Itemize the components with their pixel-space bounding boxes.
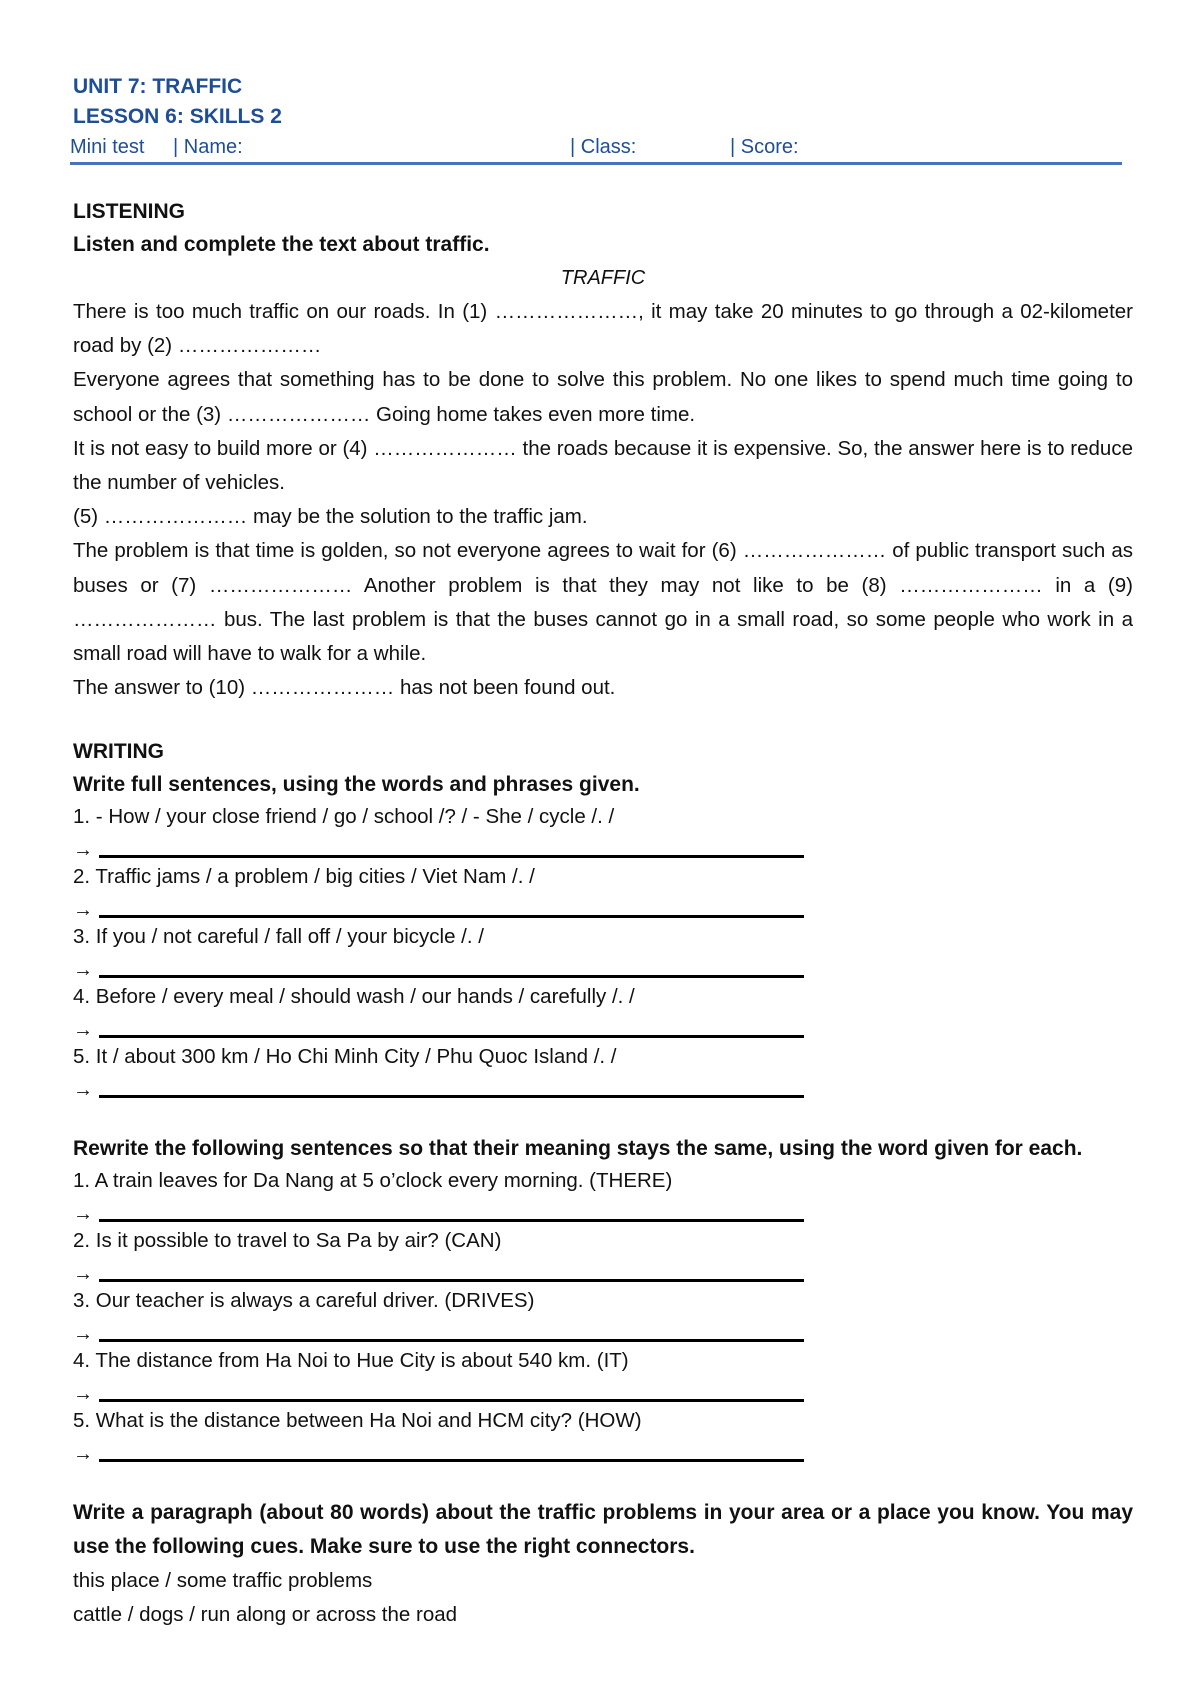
arrow-icon: → <box>73 839 93 862</box>
answer-line[interactable] <box>73 892 1133 922</box>
question-item: 4. The distance from Ha Noi to Hue City is about 540 km. (IT) <box>73 1349 629 1373</box>
name-label: | Name: <box>173 136 243 158</box>
class-label: | Class: <box>570 136 637 158</box>
answer-line[interactable] <box>73 1256 1133 1286</box>
arrow-icon: → <box>73 1079 93 1102</box>
worksheet-page <box>70 72 1133 1632</box>
question-item: 3. If you / not careful / fall off / your bicycle /. / <box>73 925 484 949</box>
question-item: 1. - How / your close friend / go / school /? / - She / cycle /. / <box>73 805 615 829</box>
answer-underline <box>99 1019 804 1038</box>
listening-instruction: Listen and complete the text about traffic. <box>73 233 490 256</box>
answer-underline <box>99 1323 804 1342</box>
arrow-icon: → <box>73 959 93 982</box>
mini-test-label: Mini test <box>70 136 145 158</box>
paragraph: The problem is that time is golden, so not everyone agrees to wait for (6) ………………… of public transport such as buses or (7) ………………… Another problem is that they may not like to be (8) ………………… in a (9) ………………… bus. The last problem is that the buses cannot go in a small road, so some people who work in a small road will have to walk for a while. <box>73 539 1133 666</box>
listening-heading: LISTENING <box>73 200 186 223</box>
arrow-icon: → <box>73 1323 93 1346</box>
answer-line[interactable] <box>73 1376 1133 1406</box>
paragraph: It is not easy to build more or (4) ………………… the roads because it is expensive. So, the answer here is to reduce the number of vehicles. <box>73 436 1133 495</box>
answer-line[interactable] <box>73 1316 1133 1346</box>
answer-underline <box>99 1383 804 1402</box>
question-item: 1. A train leaves for Da Nang at 5 o’clock every morning. (THERE) <box>73 1169 673 1193</box>
question-item: 3. Our teacher is always a careful driver. (DRIVES) <box>73 1289 535 1313</box>
cue-item: cattle / dogs / run along or across the road <box>73 1603 458 1627</box>
answer-underline <box>99 899 804 918</box>
answer-line[interactable] <box>73 1196 1133 1226</box>
answer-underline <box>99 1079 804 1098</box>
paragraph: Everyone agrees that something has to be done to solve this problem. No one likes to spend much time going to school or the (3) ………………… Going home takes even more time. <box>73 368 1133 426</box>
arrow-icon: → <box>73 1203 93 1226</box>
question-item: 5. It / about 300 km / Ho Chi Minh City / Phu Quoc Island /. / <box>73 1045 617 1069</box>
answer-underline <box>99 1443 804 1462</box>
answer-line[interactable] <box>73 1072 1133 1102</box>
text-title: TRAFFIC <box>560 267 646 289</box>
cue-item: this place / some traffic problems <box>73 1569 373 1593</box>
student-info-row <box>70 132 1122 165</box>
answer-underline <box>99 1263 804 1282</box>
arrow-icon: → <box>73 899 93 922</box>
score-label: | Score: <box>730 136 799 158</box>
answer-underline <box>99 839 804 858</box>
answer-underline <box>99 959 804 978</box>
unit-title: UNIT 7: TRAFFIC <box>73 75 243 98</box>
arrow-icon: → <box>73 1443 93 1466</box>
writing-heading: WRITING <box>73 740 164 764</box>
question-item: 5. What is the distance between Ha Noi and HCM city? (HOW) <box>73 1409 642 1433</box>
answer-line[interactable] <box>73 1012 1133 1042</box>
arrow-icon: → <box>73 1019 93 1042</box>
paragraph: There is too much traffic on our roads. In (1) …………………, it may take 20 minutes to go through a 02-kilometer road by (2) ………………… <box>73 300 1133 358</box>
writing-instruction-3: Write a paragraph (about 80 words) about the traffic problems in your area or a place you know. You may use the following cues. Make sure to use the right connectors. <box>73 1501 1133 1559</box>
question-item: 2. Is it possible to travel to Sa Pa by air? (CAN) <box>73 1229 502 1253</box>
lesson-title: LESSON 6: SKILLS 2 <box>73 105 282 128</box>
question-item: 2. Traffic jams / a problem / big cities / Viet Nam /. / <box>73 865 535 889</box>
writing-instruction-1: Write full sentences, using the words and phrases given. <box>73 773 640 797</box>
paragraph: (5) ………………… may be the solution to the traffic jam. <box>73 505 588 529</box>
paragraph: The answer to (10) ………………… has not been found out. <box>73 676 616 700</box>
writing-instruction-2: Rewrite the following sentences so that their meaning stays the same, using the word given for each. <box>73 1137 1083 1161</box>
answer-line[interactable] <box>73 952 1133 982</box>
answer-line[interactable] <box>73 832 1133 862</box>
arrow-icon: → <box>73 1383 93 1406</box>
question-item: 4. Before / every meal / should wash / our hands / carefully /. / <box>73 985 635 1009</box>
arrow-icon: → <box>73 1263 93 1286</box>
answer-line[interactable] <box>73 1436 1133 1466</box>
answer-underline <box>99 1203 804 1222</box>
